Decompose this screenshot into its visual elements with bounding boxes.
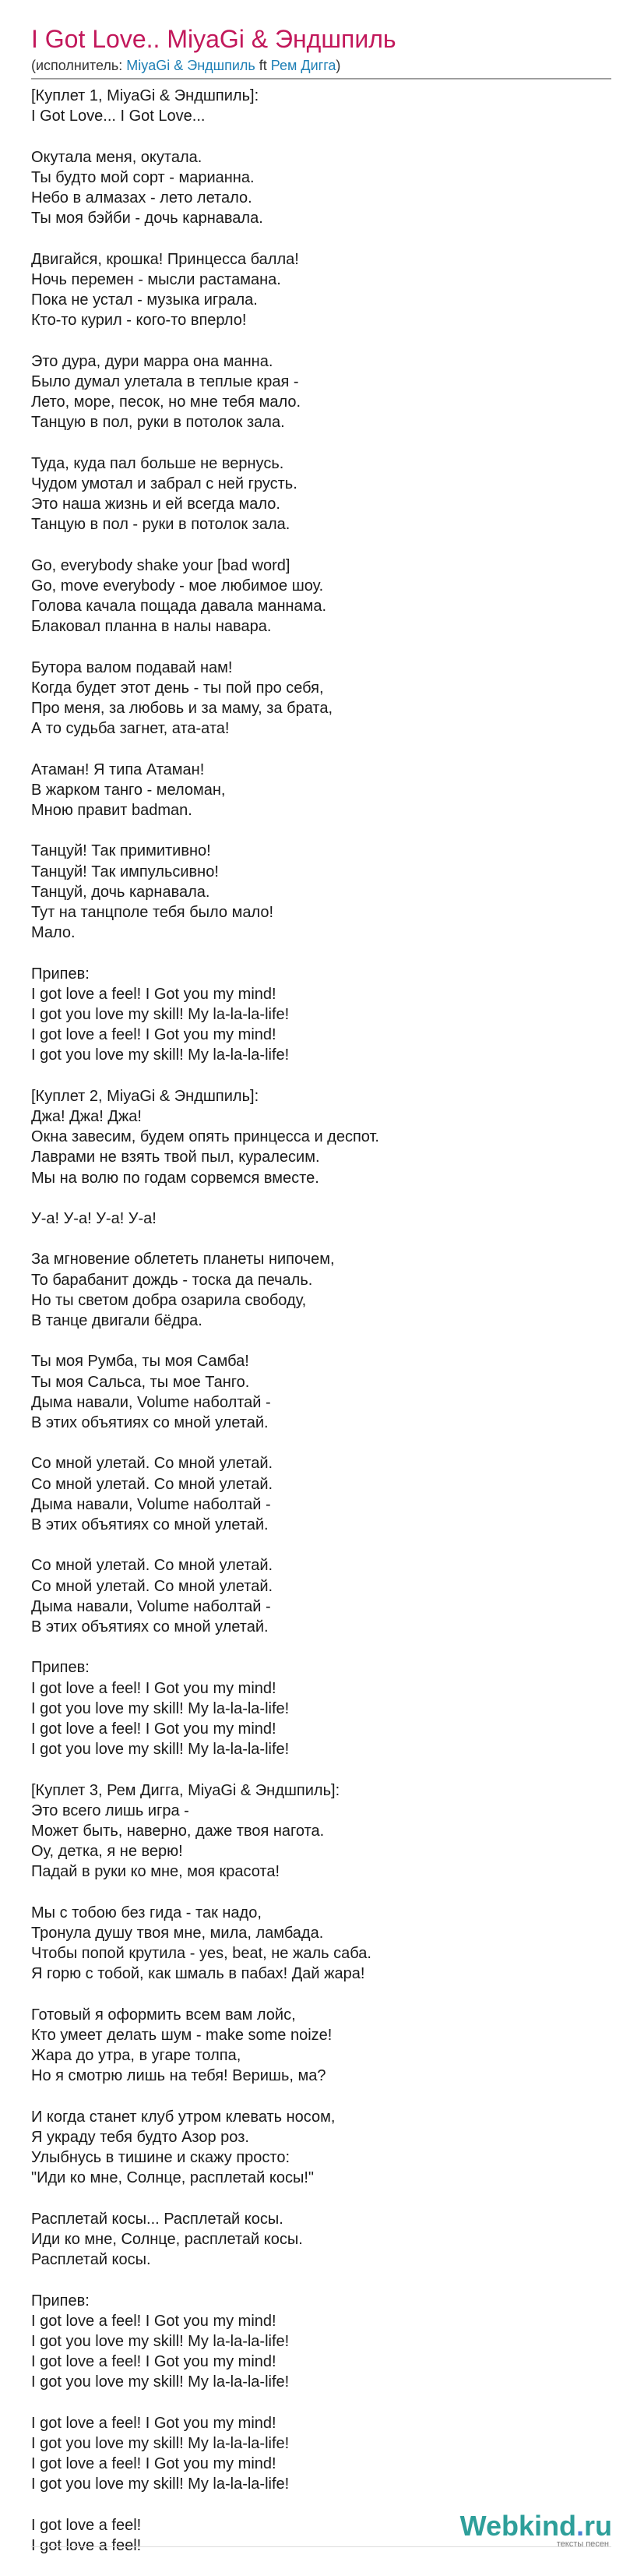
performer-suffix: ): [336, 58, 341, 73]
lyrics-stanza: [31, 2005, 607, 2087]
brand-name-dot: .: [575, 2510, 584, 2542]
lyrics-stanza: [31, 658, 607, 739]
lyrics-line: Лето, море, песок, но мне тебя мало.: [31, 393, 301, 411]
lyrics-line: Я горю с тобой, как шмаль в пабах! Дай жара!: [31, 1965, 365, 1983]
lyrics-line: Бутора валом подавай нам!: [31, 658, 233, 676]
lyrics-line: Go, everybody shake your [bad word]: [31, 556, 290, 574]
lyrics-line: I got you love my skill! My la-la-la-life!: [31, 1741, 290, 1759]
lyrics-line: I got you love my skill! My la-la-la-life!: [31, 1006, 290, 1023]
performer-link-rem-digga[interactable]: Рем Дигга: [270, 58, 336, 73]
lyrics-line: Мало.: [31, 924, 76, 942]
brand-name: [460, 2511, 612, 2542]
lyrics-line: Джа! Джа! Джа!: [31, 1108, 142, 1125]
lyrics-line: В этих объятиях со мной улетай.: [31, 1618, 269, 1636]
lyrics-stanza: [31, 351, 607, 433]
lyrics-stanza: [31, 1780, 607, 1883]
lyrics-line: В этих объятиях со мной улетай.: [31, 1516, 269, 1533]
lyrics-line: Падай в руки ко мне, моя красота!: [31, 1863, 280, 1881]
lyrics-stanza: [31, 2209, 607, 2271]
lyrics-stanza: [31, 1209, 607, 1229]
lyrics-line: "Иди ко мне, Солнце, расплетай косы!": [31, 2169, 314, 2187]
lyrics-line: I got you love my skill! My la-la-la-life!: [31, 2435, 290, 2452]
lyrics-line: Кто-то курил - кого-то вперло!: [31, 312, 247, 330]
lyrics-stanza: [31, 964, 607, 1066]
lyrics-line: Тут на танцполе тебя было мало!: [31, 904, 274, 921]
lyrics-line: Со мной улетай. Со мной улетай.: [31, 1455, 273, 1473]
song-title: I Got Love.. MiyaGi & Эндшпиль: [31, 25, 396, 53]
lyrics-line: Про меня, за любовь и за маму, за брата,: [31, 700, 333, 717]
lyrics-stanza: [31, 2413, 607, 2495]
lyrics-line: В танце двигали бёдра.: [31, 1312, 202, 1329]
lyrics-line: Улыбнусь в тишине и скажу просто:: [31, 2149, 290, 2167]
lyrics-stanza: [31, 2291, 607, 2393]
lyrics-line: Танцуй, дочь карнавала.: [31, 883, 210, 901]
lyrics-line: Дыма навали, Volume наболтай -: [31, 1495, 271, 1513]
lyrics-stanza: [31, 1351, 607, 1433]
lyrics-line: Мы с тобою без гида - так надо,: [31, 1904, 262, 1921]
lyrics-line: Ночь перемен - мысли растамана.: [31, 270, 281, 288]
lyrics-line: Блаковал планна в налы навара.: [31, 618, 272, 636]
lyrics-line: Пока не устал - музыка играла.: [31, 291, 258, 309]
lyrics-line: Расплетай косы... Расплетай косы.: [31, 2210, 283, 2228]
lyrics-line: Иди ко мне, Солнце, расплетай косы.: [31, 2231, 303, 2248]
lyrics-line: I got love a feel! I Got you my mind!: [31, 2353, 276, 2371]
lyrics-line: I got love a feel! I Got you my mind!: [31, 1679, 276, 1697]
lyrics-line: Голова качала пощада давала маннама.: [31, 598, 327, 615]
lyrics-line: Готовый я оформить всем вам лойс,: [31, 2006, 296, 2024]
lyrics-line: Припев:: [31, 2292, 90, 2310]
performer-link-miyagi[interactable]: MiyaGi & Эндшпиль: [126, 58, 255, 73]
lyrics-line: Кто умеет делать шум - make some noize!: [31, 2027, 333, 2044]
lyrics-stanza: [31, 1086, 607, 1188]
lyrics-stanza: [31, 1249, 607, 1331]
lyrics-line: Окутала меня, окутала.: [31, 148, 202, 166]
webkind-logo[interactable]: [460, 2511, 612, 2550]
lyrics-stanza: [31, 453, 607, 535]
lyrics-line: Это наша жизнь и ей всегда мало.: [31, 496, 280, 513]
lyrics-line: I got you love my skill! My la-la-la-life!: [31, 1046, 290, 1064]
lyrics-line: Когда будет этот день - ты пой про себя,: [31, 679, 324, 697]
lyrics-line: Лаврами не взять твой пыл, куралесим.: [31, 1149, 320, 1166]
performer-prefix: (исполнитель:: [31, 58, 127, 73]
lyrics-line: Припев:: [31, 965, 90, 983]
lyrics-line: Может быть, наверно, даже твоя нагота.: [31, 1823, 325, 1840]
lyrics-line: I got love a feel! I Got you my mind!: [31, 2455, 276, 2473]
lyrics-line: Со мной улетай. Со мной улетай.: [31, 1475, 273, 1493]
lyrics-line: Ты моя Румба, ты моя Самба!: [31, 1353, 249, 1371]
lyrics-line: Я украду тебя будто Азор роз.: [31, 2129, 249, 2146]
lyrics-line: I got you love my skill! My la-la-la-life!: [31, 2475, 290, 2493]
lyrics-line: I got love a feel! I Got you my mind!: [31, 985, 276, 1003]
lyrics-line: Ты моя бэйби - дочь карнавала.: [31, 210, 263, 228]
lyrics-line: За мгновение облететь планеты нипочем,: [31, 1251, 335, 1269]
lyrics-line: Дыма навали, Volume наболтай -: [31, 1393, 271, 1411]
lyrics-line: Припев:: [31, 1659, 90, 1677]
lyrics-line: Ты моя Сальса, ты мое Танго.: [31, 1373, 250, 1391]
lyrics-line: Небо в алмазах - лето летало.: [31, 189, 252, 206]
lyrics-line: Мною правит badman.: [31, 802, 192, 819]
lyrics-line: I got you love my skill! My la-la-la-life!: [31, 2373, 290, 2391]
lyrics-line: [Куплет 3, Рем Дигга, MiyaGi & Эндшпиль]:: [31, 1781, 340, 1799]
lyrics-line: То барабанит дождь - тоска да печаль.: [31, 1271, 313, 1289]
lyrics-line: Атаман! Я типа Атаман!: [31, 760, 205, 778]
lyrics-stanza: [31, 1453, 607, 1535]
lyrics-line: Тронула душу твоя мне, мила, ламбада.: [31, 1925, 324, 1942]
lyrics-line: В жарком танго - меломан,: [31, 781, 226, 799]
lyrics-stanza: [31, 760, 607, 821]
lyrics-line: Танцуй! Так импульсивно!: [31, 863, 219, 880]
lyrics-line: Окна завесим, будем опять принцесса и деспот.: [31, 1128, 379, 1146]
lyrics-stanza: [31, 2107, 607, 2189]
lyrics-line: Туда, куда пал больше не вернусь.: [31, 454, 284, 472]
lyrics-line: Мы на волю по годам сорвемся вместе.: [31, 1169, 319, 1187]
performer-separator: ft: [255, 58, 271, 73]
lyrics-line: Go, move everybody - мое любимое шоу.: [31, 577, 324, 595]
lyrics-line: I Got Love... I Got Love...: [31, 108, 206, 125]
brand-name-main: Webkind: [459, 2510, 576, 2542]
lyrics-line: Дыма навали, Volume наболтай -: [31, 1597, 271, 1615]
lyrics-line: I got love a feel!: [31, 2516, 142, 2534]
lyrics-line: Это дура, дури марра она манна.: [31, 352, 273, 370]
header-divider: [31, 78, 611, 79]
lyrics-stanza: [31, 556, 607, 637]
lyrics-line: И когда станет клуб утром клевать носом,: [31, 2108, 336, 2126]
lyrics-line: А то судьба загнет, ата-ата!: [31, 720, 230, 738]
lyrics-line: Расплетай косы.: [31, 2251, 151, 2269]
lyrics-line: Это всего лишь игра -: [31, 1801, 189, 1819]
lyrics-line: I got love a feel! I Got you my mind!: [31, 2312, 276, 2330]
lyrics-line: В этих объятиях со мной улетай.: [31, 1414, 269, 1431]
lyrics-line: I got love a feel! I Got you my mind!: [31, 1720, 276, 1738]
lyrics-stanza: [31, 249, 607, 331]
lyrics-line: I got love a feel! I Got you my mind!: [31, 1026, 276, 1044]
lyrics-line: Но ты светом добра озарила свободу,: [31, 1291, 307, 1309]
lyrics-line: У-а! У-а! У-а! У-а!: [31, 1210, 157, 1227]
lyrics-line: [Куплет 1, MiyaGi & Эндшпиль]:: [31, 87, 259, 104]
lyrics-stanza: [31, 147, 607, 229]
lyrics-line: I got you love my skill! My la-la-la-life!: [31, 2333, 290, 2350]
lyrics-line: I got love a feel!: [31, 2537, 142, 2554]
lyrics-line: Чтобы попой крутила - yes, beat, не жаль саба.: [31, 1945, 371, 1963]
lyrics-line: Ты будто мой сорт - марианна.: [31, 168, 255, 186]
lyrics-stanza: [31, 1657, 607, 1759]
lyrics-line: [Куплет 2, MiyaGi & Эндшпиль]:: [31, 1087, 259, 1105]
lyrics-line: Танцую в пол - руки в потолок зала.: [31, 516, 290, 534]
lyrics-line: Двигайся, крошка! Принцесса балла!: [31, 250, 299, 268]
lyrics-line: Со мной улетай. Со мной улетай.: [31, 1557, 273, 1575]
lyrics-line: Танцую в пол, руки в потолок зала.: [31, 414, 285, 432]
lyrics-line: Было думал улетала в теплые края -: [31, 372, 299, 390]
lyrics-text: [31, 86, 607, 2576]
brand-name-tld: ru: [584, 2510, 612, 2542]
lyrics-stanza: [31, 841, 607, 943]
performer-line: [31, 56, 340, 75]
lyrics-line: Оу, детка, я не верю!: [31, 1843, 183, 1861]
lyrics-stanza: [31, 1903, 607, 1985]
lyrics-line: Но я смотрю лишь на тебя! Веришь, ма?: [31, 2067, 326, 2085]
lyrics-stanza: [31, 86, 607, 126]
lyrics-stanza: [31, 1555, 607, 1637]
lyrics-line: Со мной улетай. Со мной улетай.: [31, 1577, 273, 1595]
brand-tagline: тексты песен: [556, 2539, 609, 2549]
lyrics-line: Танцуй! Так примитивно!: [31, 842, 211, 860]
lyrics-line: Чудом умотал и забрал с ней грусть.: [31, 475, 297, 492]
lyrics-line: I got love a feel! I Got you my mind!: [31, 2414, 276, 2432]
lyrics-line: I got you love my skill! My la-la-la-life!: [31, 1699, 290, 1717]
lyrics-line: Жара до утра, в угаре толпа,: [31, 2047, 241, 2065]
